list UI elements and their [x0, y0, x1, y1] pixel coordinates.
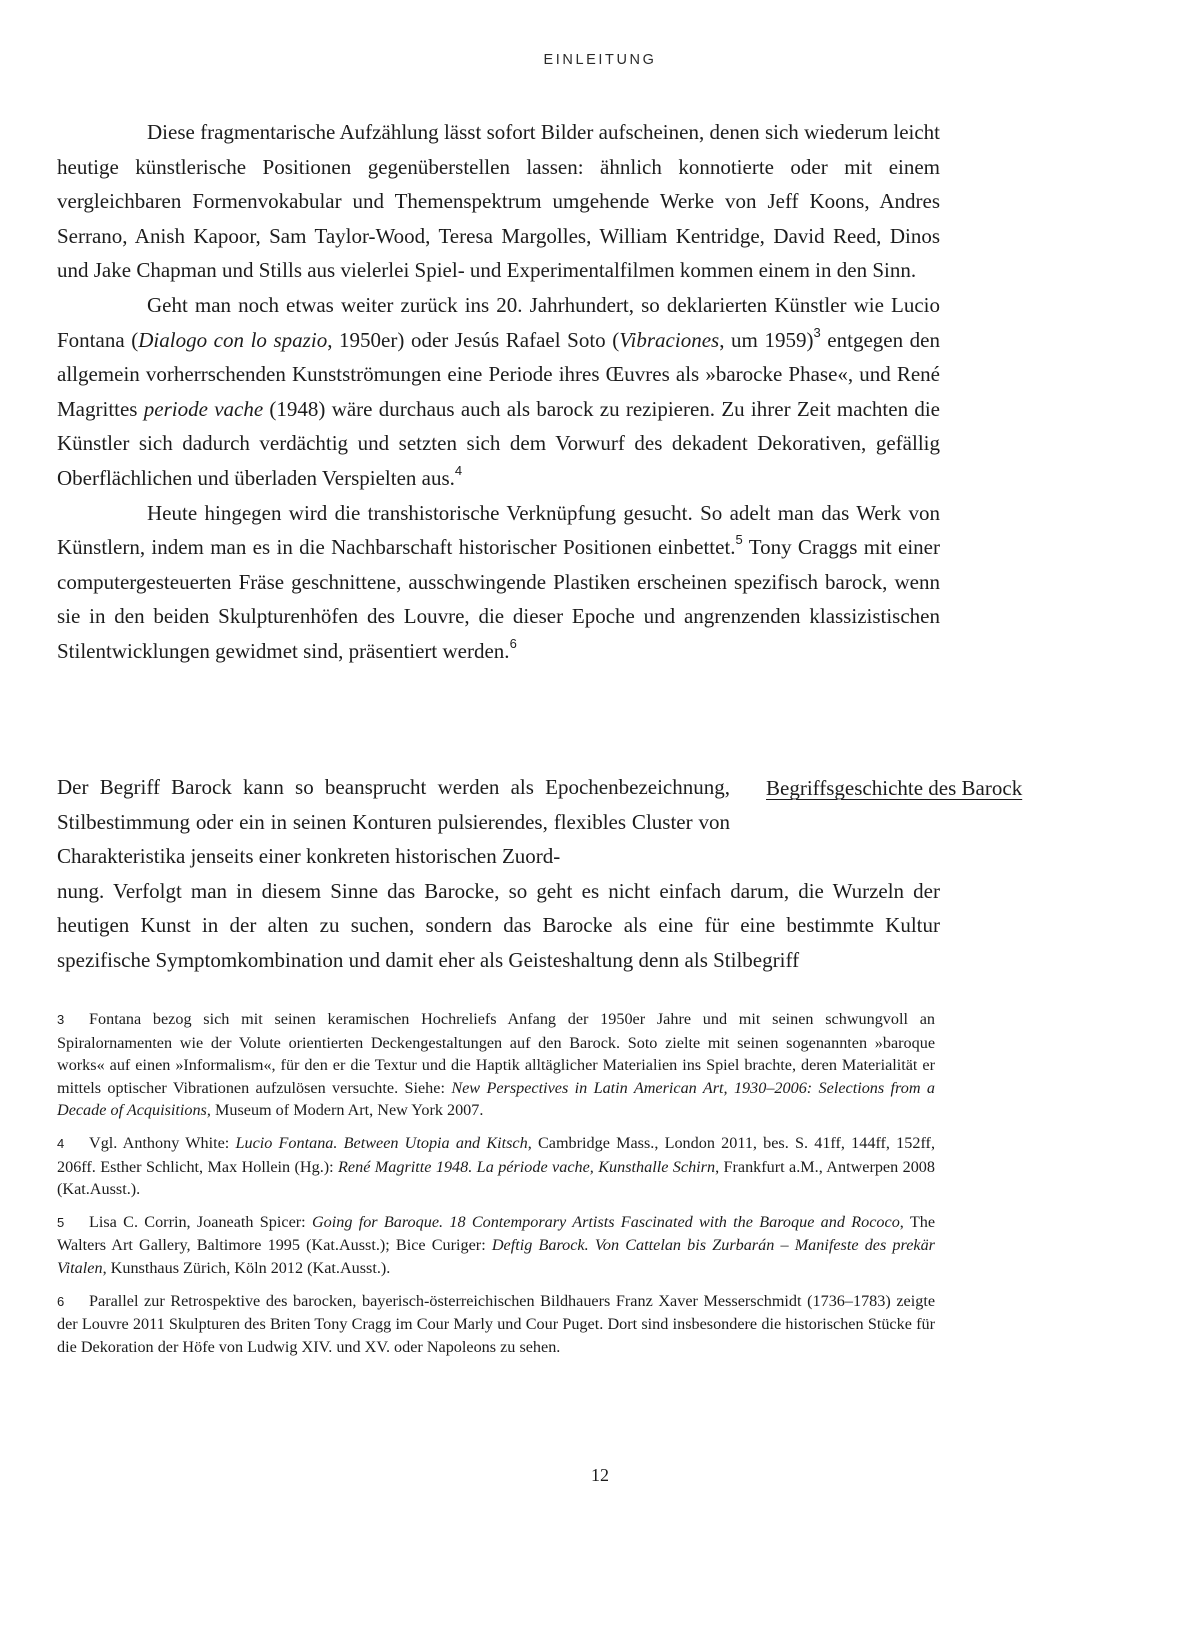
paragraph-2: Geht man noch etwas weiter zurück ins 20. Jahrhundert, so deklarierten Künstler wie Lucio Fontana (Dialogo con lo spazio, 1950er) oder Jesús Rafael Soto (Vibraciones, um 1959)$^3$ entgegen den allgemein vorherrschenden Kunstströmungen eine Periode ihres Œuvres als »barocke Phase«, und René Magrittes periode vache (1948) wäre durchaus auch als barock zu rezipieren. Zu ihrer Zeit machten die Künstler sich dadurch verdächtig und setzten sich dem Vorwurf des dekadent Dekorativen, gefällig Oberflächlichen und überladen Verspielten aus.$^4$: [57, 292, 941, 490]
citation-title: Lucio Fontana. Between Utopia and Kitsch: [235, 1133, 528, 1152]
footnote-5: 5 Lisa C. Corrin, Joaneath Spicer: Going for Baroque. 18 Contemporary Artists Fascinated with the Baroque and Rococo, The Walters Art Gallery, Baltimore 1995 (Kat.Ausst.); Bice Curiger: Deftig Barock. Von Cattelan bis Zurbarán – Manifeste des prekär Vitalen, Kunsthaus Zürich, Köln 2012 (Kat.Ausst.).: [57, 1212, 936, 1277]
citation-title: New Perspectives in Latin American Art, 1930–2006: Selections from a Decade of Acquisitions: [57, 1078, 935, 1120]
paragraph-3: Heute hingegen wird die transhistorische Verknüpfung gesucht. So adelt man das Werk von Künstlern, indem man es in die Nachbarschaft historischer Positionen einbettet.$^5$ Tony Craggs mit einer computergesteuerten Fräse geschnittene, ausschwingende Plastiken erscheinen spezifisch barock, wenn sie in den beiden Skulpturenhöfen des Louvre, die dieser Epoche und angrenzenden klassizistischen Stilentwicklungen gewidmet sind, präsentiert werden.$^6$: [57, 500, 940, 663]
citation-title: Going for Baroque. 18 Contemporary Artists Fascinated with the Baroque and Rococo: [311, 1212, 900, 1231]
section-paragraph-wide: nung. Verfolgt man in diesem Sinne das Barocke, so geht es nicht einfach darum, die Wurzeln der heutigen Kunst in der alten zu suchen, sondern das Barocke als eine für eine bestimmte Kultur spezifische Symptomkombination und damit eher als Geisteshaltung denn als Stilbegriff: [57, 878, 940, 972]
section-paragraph-narrow: Der Begriff Barock kann so beansprucht werden als Epochenbezeichnung, Stilbestimmung oder ein in seinen Konturen pulsierendes, flexibles Cluster von Charakteristika jenseits einer konkreten historischen Zuord-: [57, 775, 730, 869]
footnote-3: 3 Fontana bezog sich mit seinen keramischen Hochreliefs Anfang der 1950er Jahre und mit seinen schwungvoll an Spiralornamenten wie der Volute orientierten Deckengestaltungen auf den Barock. Soto zielte mit seinen sogenannten »baroque works« auf einen »Informalism«, für den er die Textur und die Haptik alltäglicher Materialien ins Spiel brachte, deren Materialität er mittels optischer Vibrationen aufzulösen versuchte. Siehe: New Perspectives in Latin American Art, 1930–2006: Selections from a Decade of Acquisitions, Museum of Modern Art, New York 2007.: [57, 1010, 935, 1120]
footnote-6: 6 Parallel zur Retrospektive des barocken, bayerisch-österreichischen Bildhauers Franz Xaver Messerschmidt (1736–1783) zeigte der Louvre 2011 Skulpturen des Briten Tony Cragg im Cour Marly und Cour Puget. Dort sind insbesondere die historischen Stücke für die Dekoration der Höfe von Ludwig XIV. und XV. oder Napoleons zu sehen.: [57, 1291, 935, 1356]
citation-title: Deftig Barock. Von Cattelan bis Zurbarán – Manifeste des prekär Vitalen: [57, 1236, 935, 1277]
intro-text-block: [57, 115, 940, 669]
running-head: EINLEITUNG: [543, 52, 657, 68]
footnote-ref-3[interactable]: 3: [813, 324, 821, 340]
footnote-number: 5: [57, 1214, 65, 1230]
footnotes: [57, 1008, 935, 1368]
page-number: 12: [591, 1465, 609, 1485]
footnote-ref-4[interactable]: 4: [454, 462, 463, 478]
footnote-ref-5[interactable]: 5: [735, 532, 743, 548]
footnote-number: 4: [57, 1135, 65, 1151]
citation-title: René Magritte 1948. La période vache, Kunsthalle Schirn: [338, 1157, 716, 1176]
footnote-4: 4 Vgl. Anthony White: Lucio Fontana. Between Utopia and Kitsch, Cambridge Mass., London 2011, bes. S. 41ff, 144ff, 152ff, 206ff. Esther Schlicht, Max Hollein (Hg.): René Magritte 1948. La période vache, Kunsthalle Schirn, Frankfurt a.M., Antwerpen 2008 (Kat.Ausst.).: [57, 1133, 935, 1199]
work-title: Vibraciones: [619, 327, 720, 352]
footnote-number: 3: [57, 1012, 65, 1027]
work-title: periode vache: [143, 396, 264, 421]
work-title: Dialogo con lo spazio: [138, 327, 328, 352]
paragraph-1: Diese fragmentarische Aufzählung lässt sofort Bilder aufscheinen, denen sich wiederum leicht heutige künstlerische Positionen gegenüberstellen lassen: ähnlich konnotierte oder mit einem vergleichbaren Formenvokabular und Themenspektrum umgehende Werke von Jeff Koons, Andres Serrano, Anish Kapoor, Sam Taylor-Wood, Teresa Margolles, William Kentridge, David Reed, Dinos und Jake Chapman und Stills aus vielerlei Spiel- und Experimentalfilmen kommen einem in den Sinn.: [57, 120, 940, 283]
footnote-ref-6[interactable]: 6: [509, 635, 517, 651]
footnote-number: 6: [57, 1293, 65, 1309]
section-heading: Begriffsgeschichte des Barock: [766, 776, 1023, 800]
section-text-block: [57, 770, 940, 978]
